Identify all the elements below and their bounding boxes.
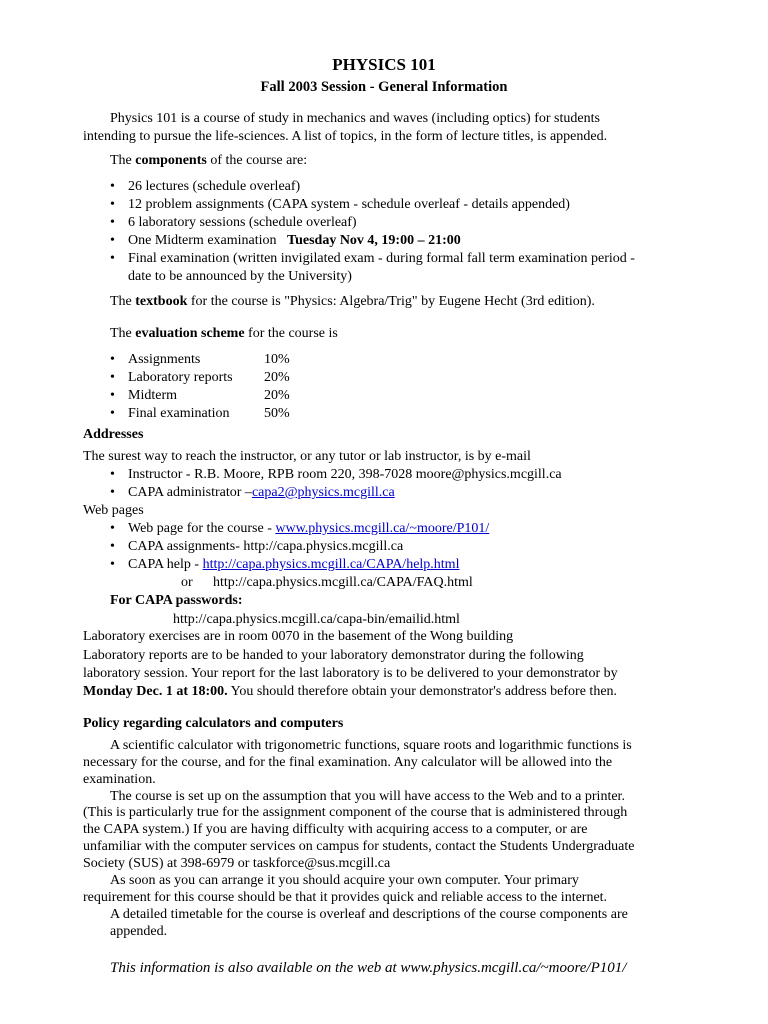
list-item: 12 problem assignments (CAPA system - schedule overleaf - details appended) — [128, 197, 570, 212]
lab-line: Laboratory reports are to be handed to your laboratory demonstrator during the following — [83, 648, 584, 663]
bullet-icon: • — [110, 352, 115, 367]
addresses-intro: The surest way to reach the instructor, or any tutor or lab instructor, is by e-mail — [83, 449, 531, 464]
capa-admin-email-link[interactable]: capa2@physics.mcgill.ca — [251, 485, 395, 500]
bullet-icon: • — [110, 370, 115, 385]
capa-assignments: CAPA assignments- http://capa.physics.mcgill.ca — [128, 539, 404, 554]
policy-paragraph-line: (This is particularly true for the assignment component of the course that is administered through — [83, 805, 628, 820]
addresses-heading: Addresses — [83, 427, 144, 442]
capa-faq-url: http://capa.physics.mcgill.ca/CAPA/FAQ.html — [213, 575, 473, 590]
policy-paragraph-line: The course is set up on the assumption that you will have access to the Web and to a printer. — [110, 789, 625, 804]
lab-deadline: Monday Dec. 1 at 18:00. You should therefore obtain your demonstrator's address before then. — [83, 684, 618, 699]
intro-line: intending to pursue the life-sciences. A list of topics, in the form of lecture titles, is appended. — [83, 129, 608, 144]
capa-help-link[interactable]: http://capa.physics.mcgill.ca/CAPA/help.html — [202, 557, 460, 572]
policy-paragraph-line: examination. — [83, 772, 156, 787]
instructor-contact: Instructor - R.B. Moore, RPB room 220, 398-7028 moore@physics.mcgill.ca — [128, 467, 562, 482]
policy-paragraph-line: necessary for the course, and for the final examination. Any calculator will be allowed into the — [83, 755, 613, 770]
bullet-icon: • — [110, 251, 115, 266]
list-item: One Midterm examination Tuesday Nov 4, 19:00 – 21:00 — [128, 233, 461, 248]
bullet-icon: • — [110, 197, 115, 212]
components-intro: The components of the course are: — [110, 153, 308, 168]
list-item: 6 laboratory sessions (schedule overleaf) — [128, 215, 357, 230]
capa-admin-contact: CAPA administrator –capa2@physics.mcgill.ca — [128, 485, 395, 500]
course-url-link[interactable]: www.physics.mcgill.ca/~moore/P101/ — [275, 521, 490, 536]
capa-passwords-url: http://capa.physics.mcgill.ca/capa-bin/emailid.html — [173, 612, 460, 627]
footer-note: This information is also available on the web at www.physics.mcgill.ca/~moore/P101/ — [110, 960, 627, 976]
bullet-icon: • — [110, 557, 115, 572]
capa-help: CAPA help - http://capa.physics.mcgill.ca/CAPA/help.html — [128, 557, 460, 572]
policy-paragraph-line: the CAPA system.) If you are having difficulty with acquiring access to a computer, or are — [83, 822, 588, 837]
course-web-page: Web page for the course - www.physics.mcgill.ca/~moore/P101/ — [128, 521, 490, 536]
evaluation-item-percent: 20% — [264, 388, 290, 403]
intro-line: Physics 101 is a course of study in mechanics and waves (including optics) for students — [110, 111, 600, 126]
page-title: PHYSICS 101 — [332, 55, 436, 74]
policy-paragraph-line: A detailed timetable for the course is overleaf and descriptions of the course components are — [110, 907, 628, 922]
evaluation-item-label: Laboratory reports — [128, 370, 233, 385]
evaluation-item-label: Final examination — [128, 406, 230, 421]
evaluation-item-label: Assignments — [128, 352, 201, 367]
bullet-icon: • — [110, 406, 115, 421]
bullet-icon: • — [110, 467, 115, 482]
bullet-icon: • — [110, 388, 115, 403]
evaluation-item-percent: 20% — [264, 370, 290, 385]
evaluation-item-percent: 10% — [264, 352, 290, 367]
list-item: Final examination (written invigilated exam - during formal fall term examination period - — [128, 251, 635, 266]
list-item: 26 lectures (schedule overleaf) — [128, 179, 301, 194]
policy-paragraph-line: appended. — [110, 924, 168, 939]
bullet-icon: • — [110, 485, 115, 500]
bullet-icon: • — [110, 539, 115, 554]
bullet-icon: • — [110, 179, 115, 194]
web-pages-heading: Web pages — [83, 503, 144, 518]
policy-paragraph-line: Society (SUS) at 398-6979 or taskforce@sus.mcgill.ca — [83, 856, 391, 871]
policy-paragraph-line: A scientific calculator with trigonometric functions, square roots and logarithmic functions is — [110, 738, 632, 753]
policy-paragraph-line: unfamiliar with the computer services on campus for students, contact the Students Undergraduate — [83, 839, 635, 854]
or-word: or — [181, 575, 193, 590]
bullet-icon: • — [110, 521, 115, 536]
lab-line: laboratory session. Your report for the last laboratory is to be delivered to your demonstrator by — [83, 666, 618, 681]
lab-line: Laboratory exercises are in room 0070 in the basement of the Wong building — [83, 629, 514, 644]
textbook-line: The textbook for the course is "Physics: Algebra/Trig" by Eugene Hecht (3rd edition). — [110, 294, 595, 309]
policy-paragraph-line: requirement for this course should be that it provides quick and reliable access to the internet. — [83, 890, 608, 905]
bullet-icon: • — [110, 215, 115, 230]
evaluation-item-percent: 50% — [264, 406, 290, 421]
list-item: date to be announced by the University) — [128, 269, 352, 284]
evaluation-item-label: Midterm — [128, 388, 177, 403]
policy-heading: Policy regarding calculators and computers — [83, 716, 344, 731]
page-subtitle: Fall 2003 Session - General Information — [260, 79, 508, 95]
policy-paragraph-line: As soon as you can arrange it you should acquire your own computer. Your primary — [110, 873, 579, 888]
evaluation-intro: The evaluation scheme for the course is — [110, 326, 338, 341]
bullet-icon: • — [110, 233, 115, 248]
capa-passwords-heading: For CAPA passwords: — [110, 593, 243, 608]
